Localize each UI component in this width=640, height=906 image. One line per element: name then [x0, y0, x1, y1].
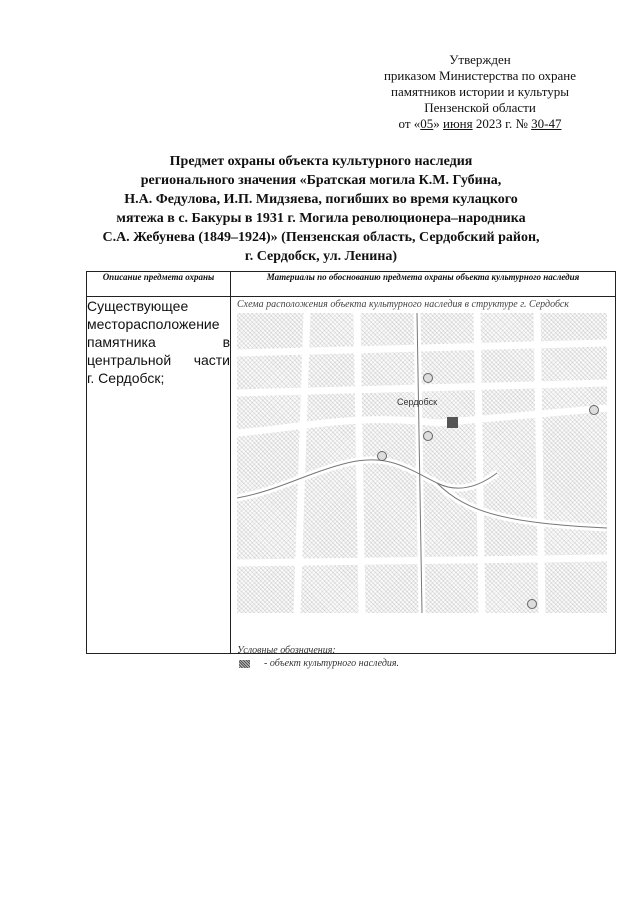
order-number-prefix: №: [512, 116, 532, 131]
map-roads: [237, 313, 607, 613]
desc-line-2: месторасположение: [87, 316, 220, 332]
header-description: Описание предмета охраны: [87, 272, 231, 297]
date-mid: »: [433, 116, 444, 131]
map-poi-icon: [377, 451, 387, 461]
desc-word: памятника: [87, 334, 156, 350]
map-caption: Схема расположения объекта культурного наследия в структуре г. Сердобск: [237, 299, 569, 310]
heritage-object-legend-icon: [239, 660, 250, 668]
map-poi-icon: [423, 373, 433, 383]
title-line-4: мятежа в с. Бакуры в 1931 г. Могила революционера–народника: [116, 211, 526, 226]
table-header-row: [87, 272, 616, 297]
desc-line-5: г. Сердобск;: [87, 370, 165, 386]
date-prefix: от «: [398, 116, 421, 131]
date-year: 2023 г.: [472, 116, 513, 131]
map-poi-icon: [423, 431, 433, 441]
map-poi-icon: [589, 405, 599, 415]
approval-line-1: Утвержден: [449, 52, 511, 67]
header-materials: Материалы по обоснованию предмета охраны объекта культурного наследия: [231, 272, 616, 297]
title-line-1: Предмет охраны объекта культурного наследия: [169, 154, 473, 169]
map-city-label: Сердобск: [397, 397, 438, 407]
date-month: июня: [443, 116, 473, 131]
desc-line-4: [87, 351, 230, 369]
approval-line-2: приказом Министерства по охране: [383, 68, 577, 83]
title-line-3: Н.А. Федулова, И.П. Мидзяева, погибших во время кулацкого: [124, 192, 518, 207]
approval-line-4: Пензенской области: [424, 100, 536, 115]
desc-word: части: [193, 352, 230, 368]
desc-line-3: [87, 333, 230, 351]
protection-table: [86, 271, 616, 669]
document-title: [86, 152, 556, 266]
desc-line-1: Существующее: [87, 298, 189, 314]
legend-row: [239, 658, 399, 669]
table-row: [87, 297, 616, 654]
approval-block: [370, 52, 590, 132]
location-map: [237, 313, 607, 613]
approval-line-3: памятников истории и культуры: [391, 84, 569, 99]
desc-word: в: [222, 334, 230, 350]
order-number: 30-47: [531, 116, 562, 131]
map-cell: [231, 297, 616, 669]
legend-title: Условные обозначения:: [237, 645, 336, 656]
title-line-5: С.А. Жебунева (1849–1924)» (Пензенская область, Сердобский район,: [102, 230, 540, 245]
approval-date-line: [370, 116, 590, 132]
description-cell: [87, 297, 231, 654]
legend-label: - объект культурного наследия.: [264, 658, 400, 669]
title-line-2: регионального значения «Братская могила К.М. Губина,: [140, 173, 502, 188]
heritage-object-marker: [447, 417, 458, 428]
title-line-6: г. Сердобск, ул. Ленина): [244, 249, 398, 264]
map-poi-icon: [527, 599, 537, 609]
desc-word: центральной: [87, 352, 172, 368]
date-day: 05: [420, 116, 434, 131]
